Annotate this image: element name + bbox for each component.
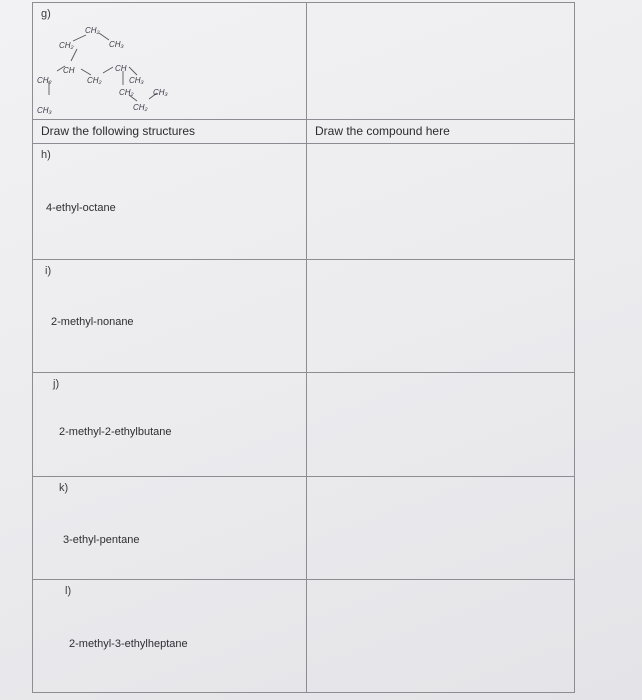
problem-cell-j — [33, 373, 307, 477]
condensed-structure-g — [33, 3, 307, 120]
structure-label: CH₂ — [59, 41, 74, 50]
problem-label-k: k) — [59, 482, 69, 494]
answer-cell-j[interactable] — [307, 373, 575, 477]
problem-cell-l — [33, 580, 307, 693]
structure-label: CH — [63, 66, 75, 75]
structure-label: CH₂ — [119, 88, 134, 97]
problem-cell-k — [33, 477, 307, 580]
structure-label: CH₃ — [153, 88, 168, 97]
structure-label: CH — [115, 64, 127, 73]
problem-row-j — [33, 373, 575, 477]
answer-cell-i[interactable] — [307, 260, 575, 373]
problem-label-j: j) — [53, 378, 60, 390]
problem-row-l — [33, 580, 575, 693]
problem-row-h — [33, 144, 575, 260]
problem-cell-i — [33, 260, 307, 373]
bond — [99, 33, 109, 40]
problem-label-l: l) — [65, 585, 72, 597]
compound-name-l: 2-methyl-3-ethylheptane — [69, 638, 188, 650]
bond — [103, 67, 113, 73]
compound-name-h: 4-ethyl-octane — [46, 202, 116, 214]
structure-label: CH₃ — [129, 76, 144, 85]
bond — [129, 67, 137, 75]
problem-label-h: h) — [41, 149, 51, 161]
bond — [71, 49, 77, 61]
structure-label: CH₃ — [109, 40, 124, 49]
header-cell-right — [307, 120, 575, 144]
bond — [81, 69, 91, 75]
instructions-heading: Draw the following structures — [41, 124, 196, 138]
structure-label: CH₂ — [37, 76, 52, 85]
compound-name-k: 3-ethyl-pentane — [63, 534, 140, 546]
problem-cell-h — [33, 144, 307, 260]
header-cell-left — [33, 120, 307, 144]
worksheet-table — [32, 2, 575, 693]
problem-label-i: i) — [45, 265, 52, 277]
bond — [73, 35, 86, 41]
answer-column-heading: Draw the compound here — [315, 124, 450, 138]
problem-row-k — [33, 477, 575, 580]
answer-cell-k[interactable] — [307, 477, 575, 580]
structure-label: CH₃ — [37, 106, 52, 115]
structure-label: CH₂ — [87, 76, 102, 85]
structure-label: CH₂ — [85, 26, 100, 35]
header-row — [33, 120, 575, 144]
compound-name-j: 2-methyl-2-ethylbutane — [59, 426, 172, 438]
answer-cell-l[interactable] — [307, 580, 575, 693]
answer-cell-g[interactable] — [307, 3, 575, 120]
structure-label: CH₂ — [133, 103, 148, 112]
problem-cell-g — [33, 3, 307, 120]
problem-row-g — [33, 3, 575, 120]
compound-name-i: 2-methyl-nonane — [51, 316, 134, 328]
problem-row-i — [33, 260, 575, 373]
problem-label-g: g) — [41, 8, 51, 20]
answer-cell-h[interactable] — [307, 144, 575, 260]
